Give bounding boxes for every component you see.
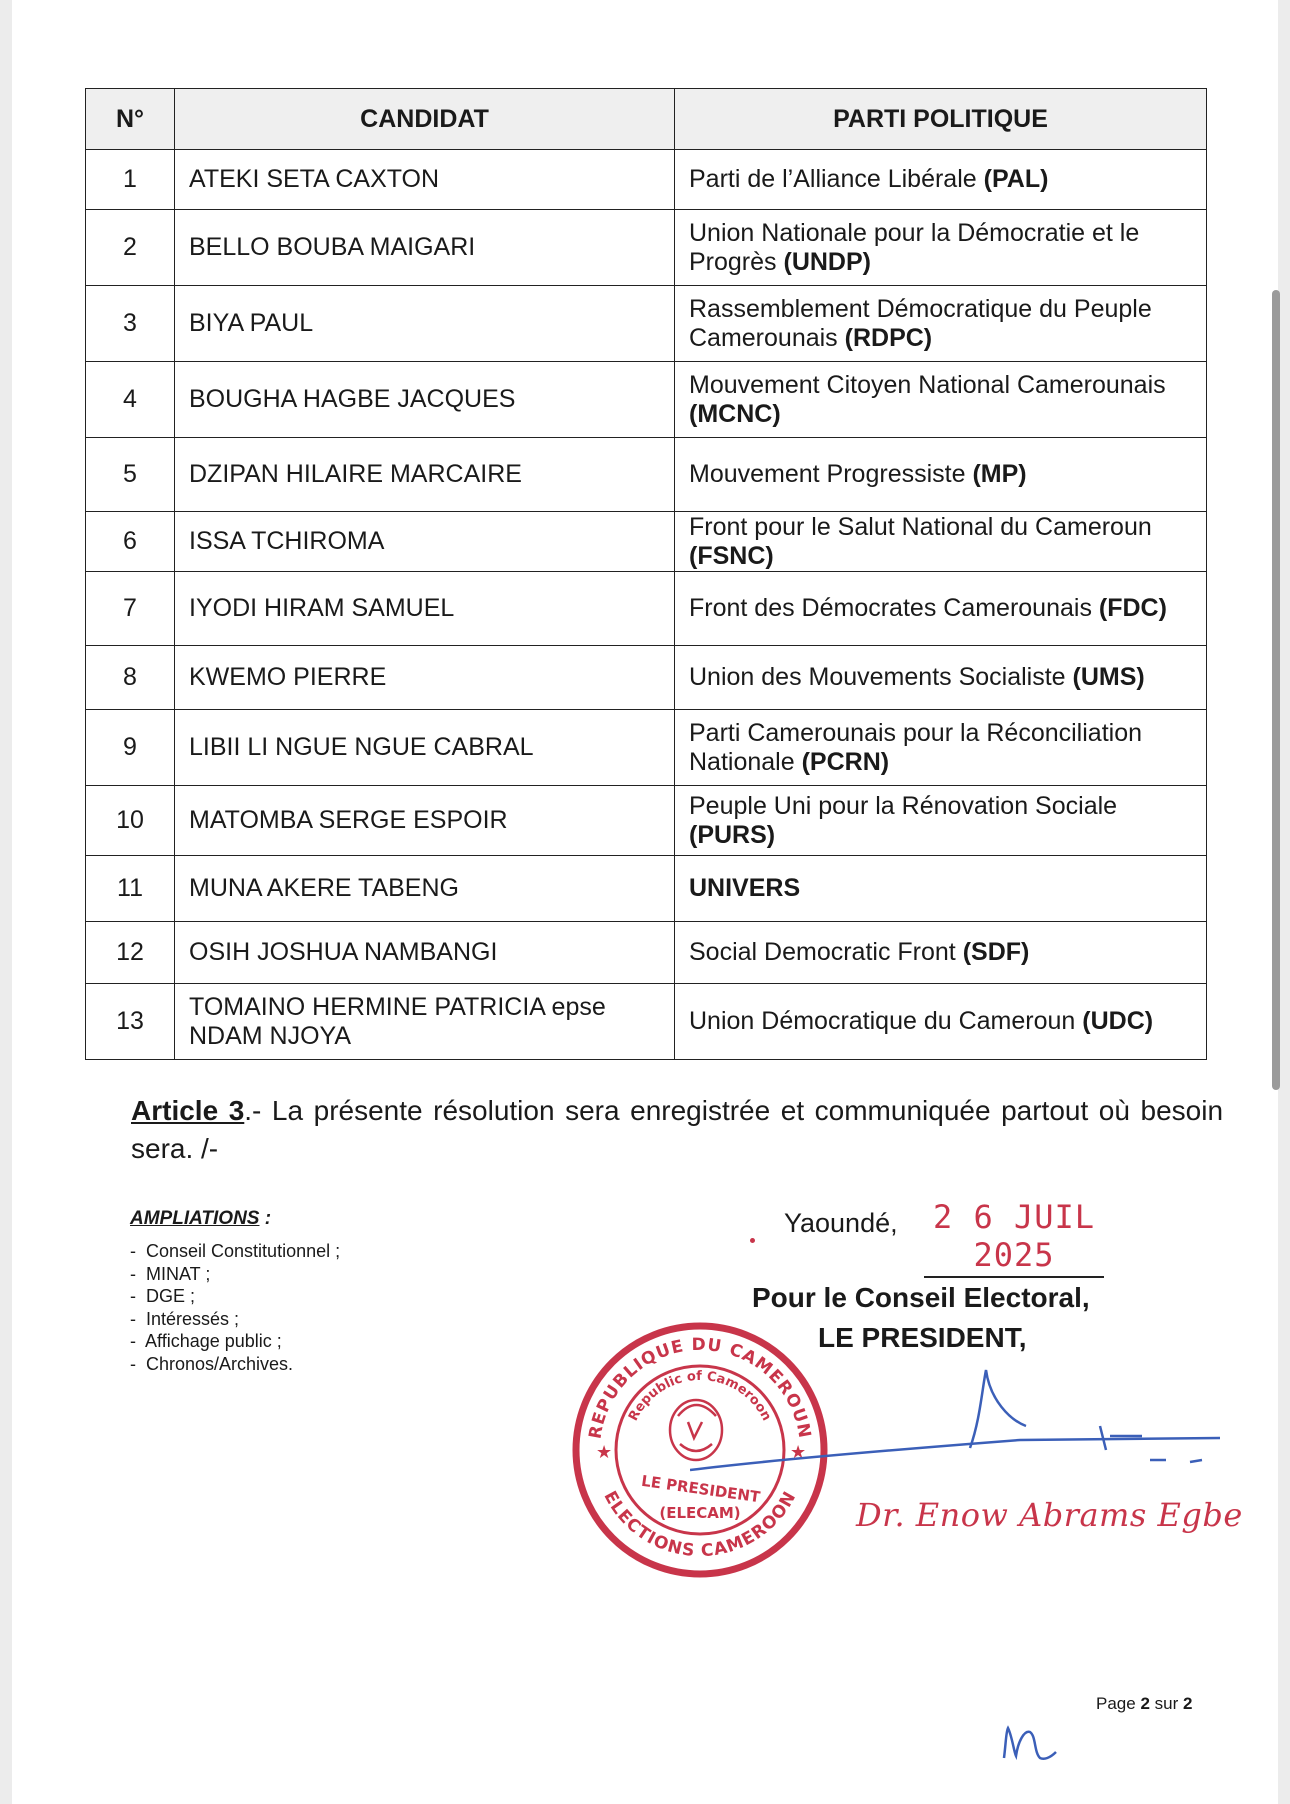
table-row bbox=[86, 922, 1207, 984]
party-name: Rassemblement Démocratique du Peuple Camerounais bbox=[689, 294, 1152, 352]
row-number: 8 bbox=[86, 646, 175, 710]
party-cell bbox=[675, 286, 1207, 362]
party-name: Union des Mouvements Socialiste bbox=[689, 663, 1066, 691]
row-number: 12 bbox=[86, 922, 175, 984]
table-row bbox=[86, 286, 1207, 362]
candidate-name: ATEKI SETA CAXTON bbox=[175, 150, 675, 210]
party-abbreviation: (UMS) bbox=[1072, 663, 1145, 691]
party-name: Mouvement Citoyen National Camerounais bbox=[689, 370, 1166, 399]
party-name: Front des Démocrates Camerounais bbox=[689, 594, 1092, 622]
article-label: Article 3 bbox=[131, 1095, 245, 1126]
candidate-name: DZIPAN HILAIRE MARCAIRE bbox=[175, 438, 675, 512]
table-row bbox=[86, 984, 1207, 1060]
row-number: 6 bbox=[86, 512, 175, 572]
signatory-name: Dr. Enow Abrams Egbe bbox=[856, 1496, 1243, 1534]
row-number: 7 bbox=[86, 572, 175, 646]
party-cell bbox=[675, 922, 1207, 984]
candidate-name: MATOMBA SERGE ESPOIR bbox=[175, 786, 675, 856]
header-party: PARTI POLITIQUE bbox=[675, 89, 1207, 150]
party-name: Union Nationale pour la Démocratie et le Progrès bbox=[689, 218, 1140, 276]
party-cell bbox=[675, 210, 1207, 286]
party-abbreviation: (MP) bbox=[972, 460, 1027, 488]
row-number: 11 bbox=[86, 856, 175, 922]
party-abbreviation: (PAL) bbox=[983, 165, 1049, 193]
list-item: - Conseil Constitutionnel ; bbox=[130, 1240, 340, 1263]
row-number: 1 bbox=[86, 150, 175, 210]
candidate-name: BIYA PAUL bbox=[175, 286, 675, 362]
candidate-name: BELLO BOUBA MAIGARI bbox=[175, 210, 675, 286]
party-abbreviation: (UNDP) bbox=[783, 247, 871, 276]
row-number: 13 bbox=[86, 984, 175, 1060]
ampliations-title: AMPLIATIONS : bbox=[130, 1208, 272, 1229]
party-abbreviation: (FDC) bbox=[1098, 594, 1167, 622]
party-cell bbox=[675, 362, 1207, 438]
handwritten-signature bbox=[690, 1360, 1230, 1480]
table-header-row bbox=[86, 89, 1207, 150]
party-cell bbox=[675, 710, 1207, 786]
party-abbreviation: (UDC) bbox=[1082, 1007, 1154, 1035]
table-row bbox=[86, 646, 1207, 710]
party-cell bbox=[675, 856, 1207, 922]
table-row bbox=[86, 210, 1207, 286]
party-cell bbox=[675, 572, 1207, 646]
list-item: - DGE ; bbox=[130, 1285, 340, 1308]
candidate-name: LIBII LI NGUE NGUE CABRAL bbox=[175, 710, 675, 786]
party-abbreviation: (PURS) bbox=[689, 820, 776, 849]
page-number: Page 2 sur 2 bbox=[1096, 1694, 1193, 1713]
party-abbreviation: (SDF) bbox=[962, 938, 1030, 966]
table-row bbox=[86, 710, 1207, 786]
ink-dot bbox=[750, 1238, 755, 1243]
party-name: Parti Camerounais pour la Réconciliation Nationale bbox=[689, 718, 1143, 776]
party-name: Front pour le Salut National du Cameroun bbox=[689, 512, 1152, 541]
table-row bbox=[86, 572, 1207, 646]
signature-place: Yaoundé, bbox=[784, 1208, 898, 1238]
header-candidate: CANDIDAT bbox=[175, 89, 675, 150]
candidate-name: BOUGHA HAGBE JACQUES bbox=[175, 362, 675, 438]
signature-role: LE PRESIDENT, bbox=[818, 1322, 1027, 1353]
list-item: - MINAT ; bbox=[130, 1263, 340, 1286]
article-text: .- La présente résolution sera enregistrée et communiquée partout où besoin sera. /- bbox=[131, 1095, 1224, 1164]
party-name: Union Démocratique du Cameroun bbox=[689, 1007, 1076, 1035]
table-row bbox=[86, 150, 1207, 210]
handwritten-initial bbox=[1000, 1722, 1064, 1762]
row-number: 2 bbox=[86, 210, 175, 286]
table-row bbox=[86, 856, 1207, 922]
party-cell bbox=[675, 646, 1207, 710]
candidate-name: IYODI HIRAM SAMUEL bbox=[175, 572, 675, 646]
party-abbreviation: (FSNC) bbox=[689, 541, 774, 570]
party-abbreviation: (MCNC) bbox=[689, 399, 781, 428]
row-number: 9 bbox=[86, 710, 175, 786]
party-cell bbox=[675, 150, 1207, 210]
candidates-table bbox=[85, 88, 1207, 1060]
party-cell bbox=[675, 984, 1207, 1060]
signature-date-stamp: 2 6 JUIL 2025 bbox=[924, 1198, 1104, 1278]
party-name: Peuple Uni pour la Rénovation Sociale bbox=[689, 791, 1118, 820]
candidate-name: TOMAINO HERMINE PATRICIA epse NDAM NJOYA bbox=[175, 984, 675, 1060]
party-name: Parti de l’Alliance Libérale bbox=[689, 165, 977, 193]
table-row bbox=[86, 362, 1207, 438]
row-number: 5 bbox=[86, 438, 175, 512]
row-number: 4 bbox=[86, 362, 175, 438]
table-row bbox=[86, 786, 1207, 856]
scrollbar[interactable] bbox=[1272, 290, 1280, 1090]
table-row bbox=[86, 438, 1207, 512]
party-name: Social Democratic Front bbox=[689, 938, 956, 966]
table-row bbox=[86, 512, 1207, 572]
list-item: - Intéressés ; bbox=[130, 1308, 340, 1331]
party-name: Mouvement Progressiste bbox=[689, 460, 966, 488]
signature-for-line: Pour le Conseil Electoral, bbox=[752, 1282, 1090, 1313]
ampliations-list bbox=[130, 1240, 340, 1375]
row-number: 3 bbox=[86, 286, 175, 362]
candidate-name: MUNA AKERE TABENG bbox=[175, 856, 675, 922]
party-cell bbox=[675, 512, 1207, 572]
party-cell bbox=[675, 786, 1207, 856]
seal-star-left: ★ bbox=[596, 1442, 613, 1462]
seal-inner-top-text: Republic of Cameroon bbox=[626, 1368, 774, 1424]
party-abbreviation: (PCRN) bbox=[801, 747, 890, 776]
party-abbreviation: UNIVERS bbox=[689, 874, 801, 902]
article-3 bbox=[131, 1092, 1223, 1168]
list-item: - Chronos/Archives. bbox=[130, 1353, 340, 1376]
party-cell bbox=[675, 438, 1207, 512]
seal-star-right: ★ bbox=[790, 1442, 807, 1462]
header-number: N° bbox=[86, 89, 175, 150]
list-item: - Affichage public ; bbox=[130, 1330, 340, 1353]
candidate-name: OSIH JOSHUA NAMBANGI bbox=[175, 922, 675, 984]
candidate-name: ISSA TCHIROMA bbox=[175, 512, 675, 572]
candidate-name: KWEMO PIERRE bbox=[175, 646, 675, 710]
row-number: 10 bbox=[86, 786, 175, 856]
seal-inner-bottom-text: (ELECAM) bbox=[659, 1504, 741, 1522]
seal-outer-bottom-text: ELECTIONS CAMEROON bbox=[599, 1487, 801, 1562]
seal-center-text: LE PRESIDENT bbox=[640, 1471, 762, 1507]
seal-outer-top-text: REPUBLIQUE DU CAMEROUN bbox=[585, 1334, 815, 1441]
party-abbreviation: (RDPC) bbox=[844, 323, 933, 352]
